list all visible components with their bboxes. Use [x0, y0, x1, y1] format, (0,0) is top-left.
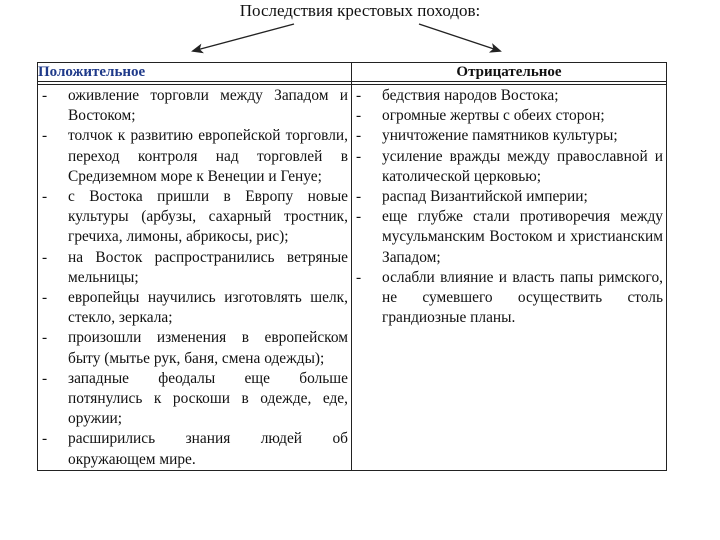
- left-arrow: [193, 24, 294, 51]
- right-arrow: [419, 24, 500, 51]
- item-text: толчок к развитию европейской торговли, переход контроля над торговлей в Средиземном море к Венеции и Генуе;: [68, 127, 348, 185]
- item-text: на Восток распространились ветряные мельницы;: [68, 248, 348, 286]
- list-item: [42, 187, 348, 248]
- negative-column: [352, 85, 667, 471]
- bullet-dash: -: [42, 289, 48, 307]
- item-text: огромные жертвы с обеих сторон;: [382, 107, 605, 125]
- item-text: бедствия народов Востока;: [382, 87, 559, 104]
- item-text: западные феодалы еще больше потянулись к роскоши в одежде, еде, оружии;: [68, 369, 348, 428]
- page-title: Последствия крестовых походов:: [239, 1, 481, 20]
- list-item: [356, 126, 663, 146]
- bullet-dash: -: [42, 127, 48, 145]
- bullet-dash: -: [356, 208, 362, 226]
- list-item: [42, 369, 348, 430]
- bullet-dash: -: [42, 248, 48, 266]
- bullet-dash: -: [356, 107, 362, 125]
- item-text: еще глубже стали противоречия между мусульманским Востоком и христианским Западом;: [382, 208, 663, 266]
- list-item: [42, 126, 348, 187]
- bullet-dash: -: [356, 147, 362, 165]
- list-item: [356, 268, 663, 329]
- consequences-table: [37, 62, 667, 471]
- item-text: оживление торговли между Западом и Востоком;: [68, 87, 348, 125]
- item-text: ослабли влияние и власть папы римского, не сумевшего осуществить столь грандиозные планы.: [382, 268, 663, 327]
- bullet-dash: -: [356, 127, 362, 145]
- positive-list: [38, 85, 351, 470]
- positive-column: [38, 85, 352, 471]
- item-text: распад Византийской империи;: [382, 188, 588, 206]
- negative-header: Отрицательное: [352, 63, 667, 82]
- item-text: усиление вражды между православной и католической церковью;: [382, 147, 663, 185]
- bullet-dash: -: [42, 188, 48, 206]
- arrows-diagram: [0, 0, 720, 70]
- list-item: [356, 106, 663, 126]
- bullet-dash: -: [42, 369, 48, 387]
- item-text: расширились знания людей об окружающем мире.: [68, 430, 348, 468]
- list-item: [42, 86, 348, 126]
- list-item: [42, 429, 348, 469]
- list-item: [356, 207, 663, 268]
- item-text: произошли изменения в европейском быту (мытье рук, баня, смена одежды);: [68, 329, 348, 367]
- bullet-dash: -: [42, 87, 48, 104]
- list-item: [42, 248, 348, 288]
- item-text: уничтожение памятников культуры;: [382, 127, 618, 145]
- list-item: [356, 86, 663, 106]
- list-item: [42, 288, 348, 328]
- positive-header: Положительное: [38, 63, 352, 82]
- bullet-dash: -: [356, 188, 362, 206]
- bullet-dash: -: [42, 430, 48, 448]
- list-item: [42, 328, 348, 368]
- negative-list: [352, 85, 666, 328]
- bullet-dash: -: [356, 268, 362, 286]
- list-item: [356, 187, 663, 207]
- item-text: европейцы научились изготовлять шелк, стекло, зеркала;: [68, 289, 348, 327]
- bullet-dash: -: [356, 87, 362, 104]
- list-item: [356, 147, 663, 187]
- item-text: с Востока пришли в Европу новые культуры (арбузы, сахарный тростник, гречиха, лимоны, абрикосы, рис);: [68, 188, 348, 246]
- bullet-dash: -: [42, 329, 48, 347]
